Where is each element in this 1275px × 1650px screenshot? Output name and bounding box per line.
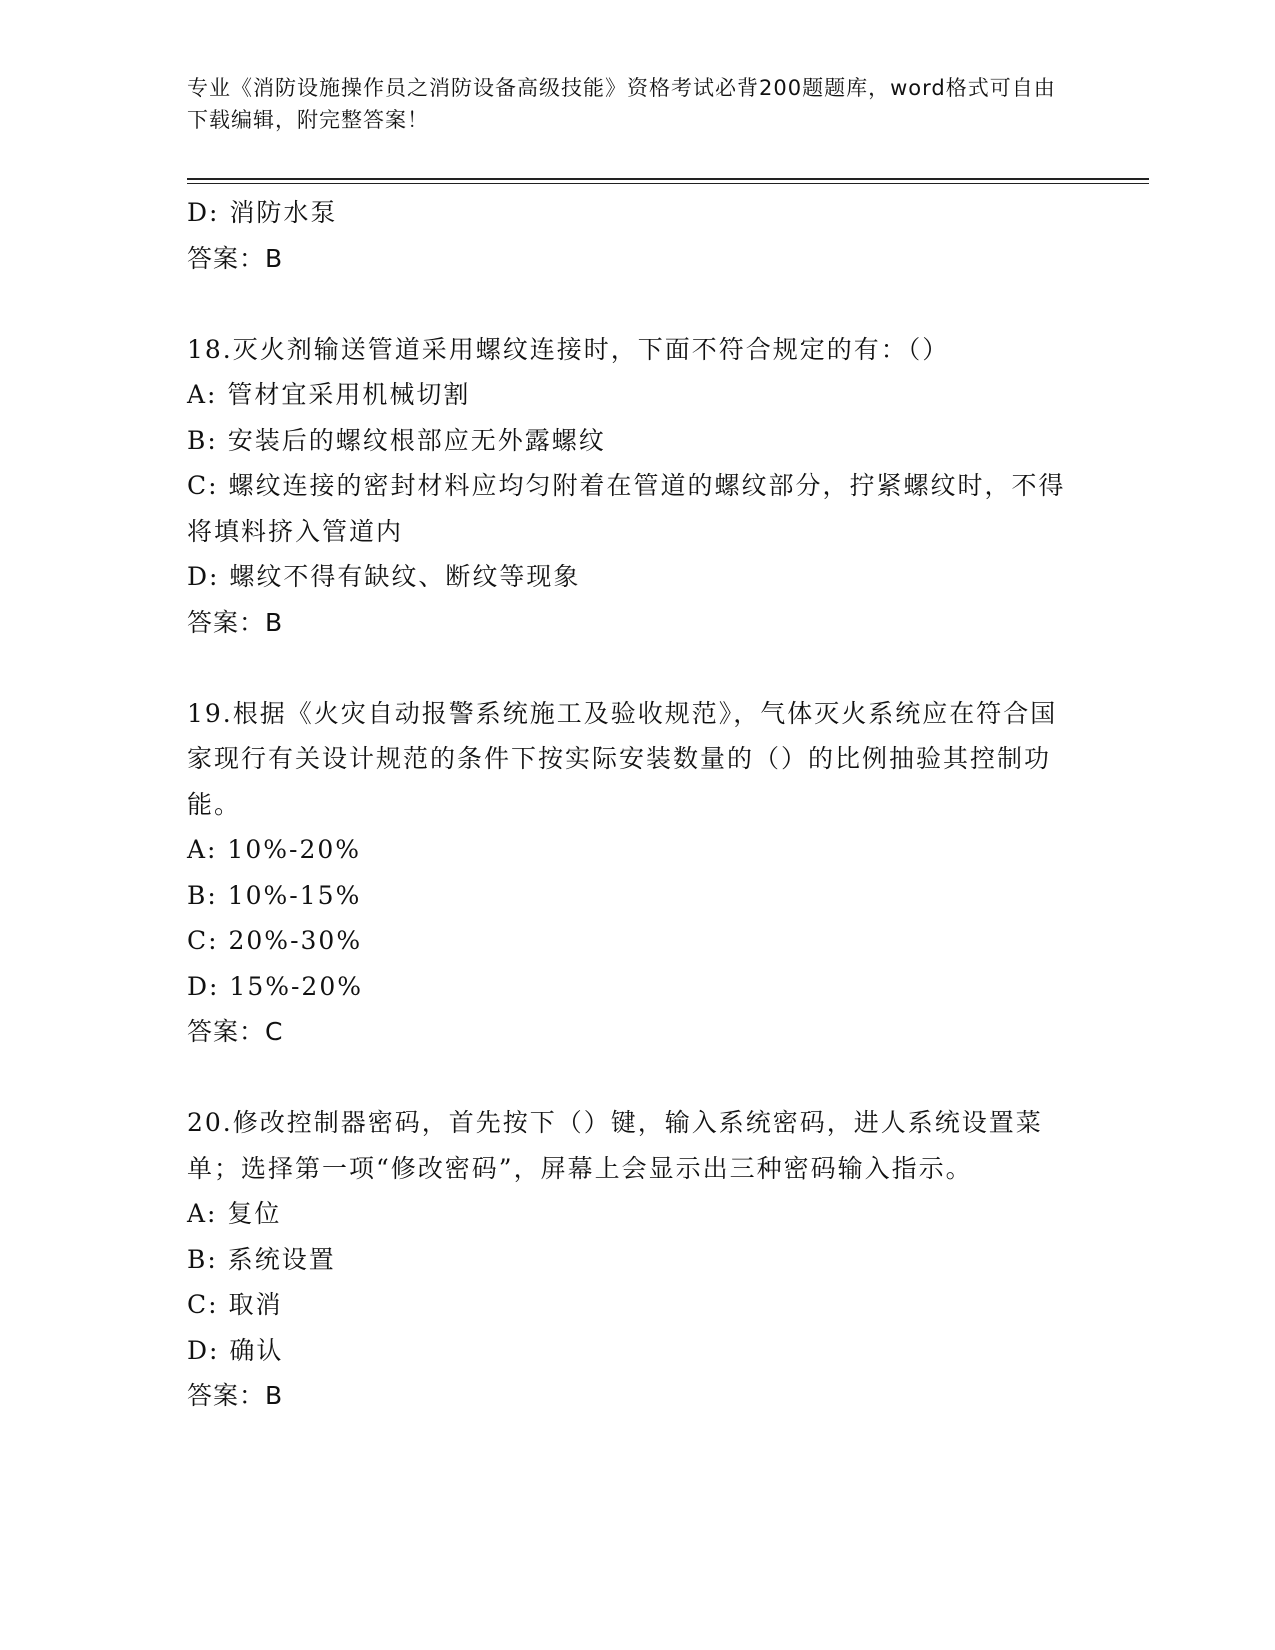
spacer <box>187 645 1067 691</box>
option-b: B: 安装后的螺纹根部应无外露螺纹 <box>187 425 606 455</box>
prev-option-d: D: 消防水泵 <box>187 198 338 227</box>
option-d: D: 15%-20% <box>187 971 363 1001</box>
prev-answer: 答案：B <box>187 243 284 273</box>
option-c: C: 20%-30% <box>187 926 363 955</box>
question-19 <box>187 691 1067 1055</box>
answer: 答案：B <box>187 607 284 637</box>
option-a: A: 管材宜采用机械切割 <box>187 380 471 409</box>
spacer <box>187 1055 1067 1101</box>
option-d: D: 螺纹不得有缺纹、断纹等现象 <box>187 562 581 591</box>
option-b: B: 10%-15% <box>187 880 362 910</box>
option-c: C: 螺纹连接的密封材料应均匀附着在管道的螺纹部分，拧紧螺纹时，不得将填料挤入管道内 <box>187 471 1066 546</box>
question-content <box>187 190 1067 1419</box>
question-stem: 20.修改控制器密码，首先按下（）键，输入系统密码，进人系统设置菜单；选择第一项“修改密码”，屏幕上会显示出三种密码输入指示。 <box>187 1108 1043 1183</box>
option-a: A: 复位 <box>187 1199 282 1228</box>
header-rule-thin <box>187 183 1149 184</box>
spacer <box>187 281 1067 327</box>
question-20 <box>187 1100 1067 1419</box>
option-b: B: 系统设置 <box>187 1244 336 1274</box>
document-header: 专业《消防设施操作员之消防设备高级技能》资格考试必背200题题库，word格式可自由下载编辑，附完整答案！ <box>187 76 1056 132</box>
header-rule-thick <box>187 178 1149 180</box>
question-stem: 18.灭火剂输送管道采用螺纹连接时，下面不符合规定的有：（） <box>187 334 950 364</box>
option-c: C: 取消 <box>187 1290 283 1319</box>
question-18 <box>187 327 1067 646</box>
question-stem: 19.根据《火灾自动报警系统施工及验收规范》，气体灭火系统应在符合国家现行有关设计规范的条件下按实际安装数量的（）的比例抽验其控制功能。 <box>187 698 1058 819</box>
answer: 答案：B <box>187 1381 284 1410</box>
option-a: A: 10%-20% <box>187 835 362 864</box>
option-d: D: 确认 <box>187 1335 284 1365</box>
answer: 答案：C <box>187 1017 284 1046</box>
